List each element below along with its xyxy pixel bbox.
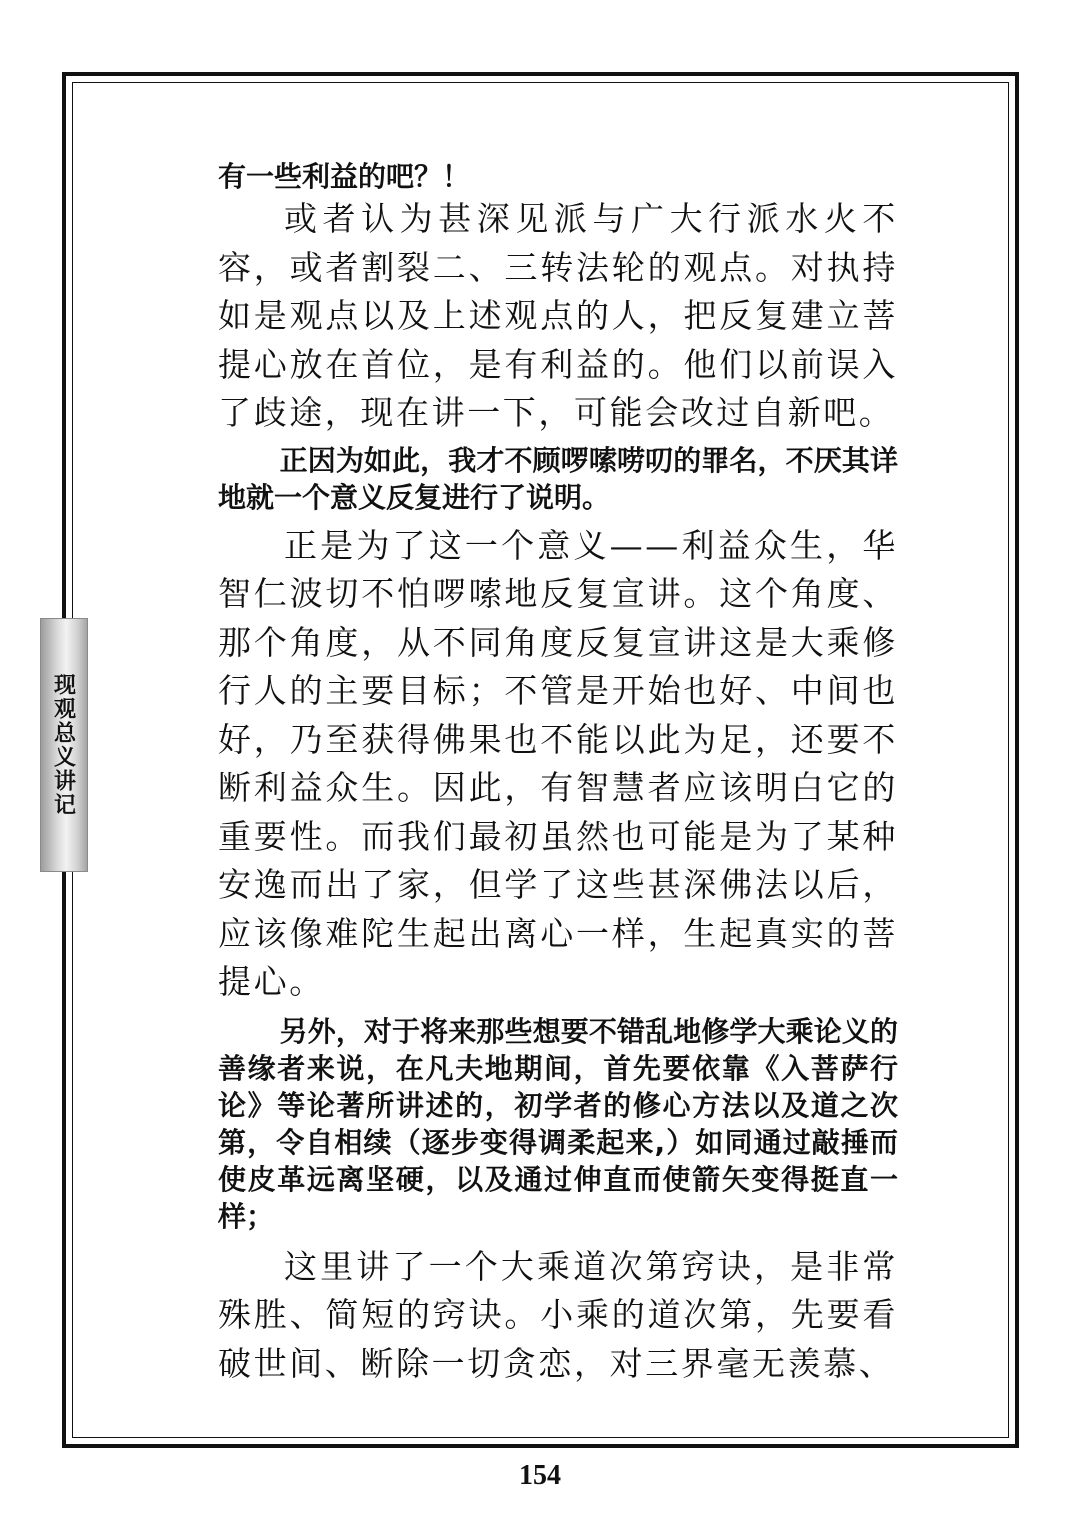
paragraph-5: 另外，对于将来那些想要不错乱地修学大乘论义的善缘者来说，在凡夫地期间，首先要依靠《入菩萨行论》等论著所讲述的，初学者的修心方法以及道之次第，令自相续（逐步变得调柔起来,）如同通过敲捶而使皮革远离坚硬，以及通过伸直而使箭矢变得挺直一样； — [218, 1014, 898, 1233]
paragraph-4: 正是为了这一个意义——利益众生，华智仁波切不怕啰嗦地反复宣讲。这个角度、那个角度，从不同角度反复宣讲这是大乘修行人的主要目标；不管是开始也好、中间也好，乃至获得佛果也不能以此为足，还要不断利益众生。因此，有智慧者应该明白它的重要性。而我们最初虽然也可能是为了某种安逸而出了家，但学了这些甚深佛法以后，应该像难陀生起出离心一样，生起真实的菩提心。 — [218, 525, 898, 1001]
paragraph-1: 有一些利益的吧？！ — [218, 160, 471, 193]
side-tab-label: 现观总义讲记 — [50, 673, 77, 817]
paragraph-6: 这里讲了一个大乘道次第窍诀，是非常殊胜、简短的窍诀。小乘的道次第，先要看破世间、断除一切贪恋，对三界毫无羡慕、 — [218, 1246, 898, 1383]
paragraph-3: 正因为如此，我才不顾啰嗦唠叨的罪名，不厌其详地就一个意义反复进行了说明。 — [218, 443, 898, 514]
text-body — [218, 158, 898, 1388]
side-tab-book-title — [40, 618, 88, 872]
page-number: 154 — [519, 1460, 561, 1491]
paragraph-2: 或者认为甚深见派与广大行派水火不容，或者割裂二、三转法轮的观点。对执持如是观点以及上述观点的人，把反复建立菩提心放在首位，是有利益的。他们以前误入了歧途，现在讲一下，可能会改过自新吧。 — [218, 199, 898, 432]
